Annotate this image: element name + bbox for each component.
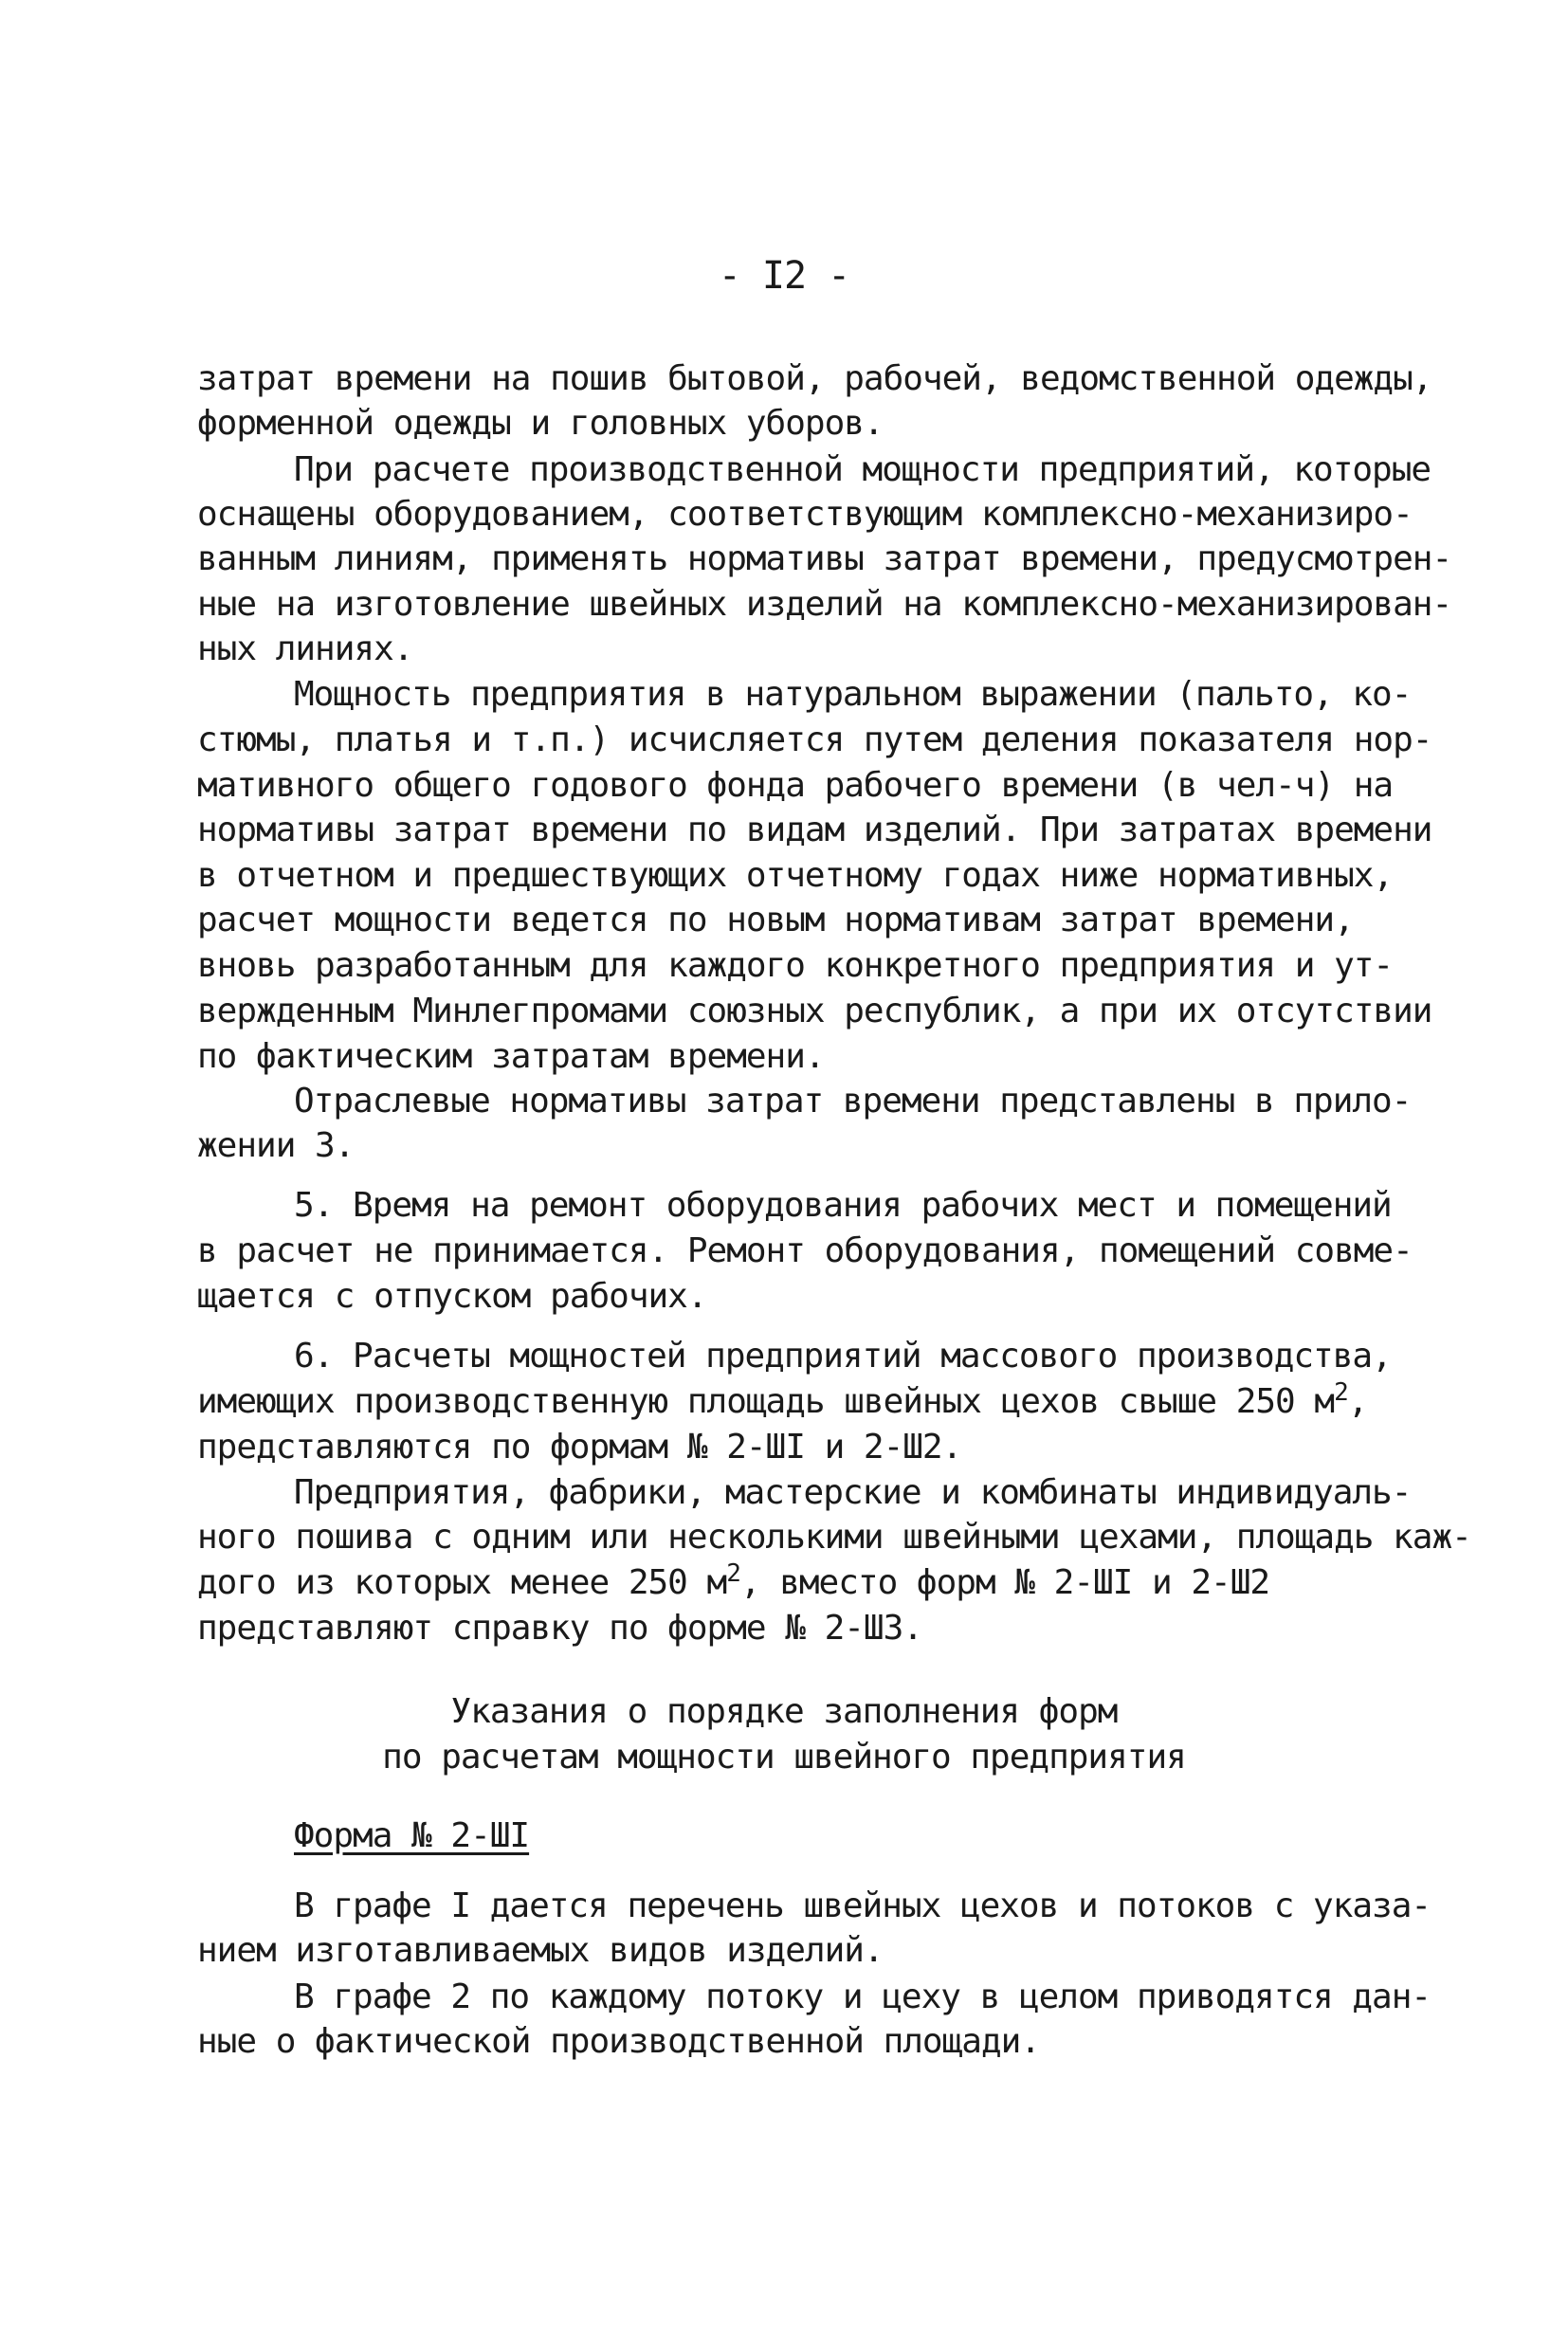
page-number: - I2 - [718,254,850,298]
text-line: Отраслевые нормативы затрат времени представлены в прило- [294,1082,1412,1121]
text-line: ные на изготовление швейных изделий на комплексно-механизирован- [197,585,1452,624]
text-line: 6. Расчеты мощностей предприятий массового производства, [294,1337,1392,1376]
text-line: 5. Время на ремонт оборудования рабочих мест и помещений [294,1186,1392,1225]
text-line: вновь разработанным для каждого конкретного предприятия и ут- [197,946,1394,985]
section-heading: по расчетам мощности швейного предприятия [382,1738,1186,1777]
text-line: жении 3. [197,1126,355,1165]
text-line: форменной одежды и головных уборов. [197,404,884,443]
superscript: 2 [726,1559,740,1588]
text-line: нием изготавливаемых видов изделий. [197,1931,884,1970]
section-heading: Указания о порядке заполнения форм [450,1692,1118,1731]
text-line: расчет мощности ведется по новым нормативам затрат времени, [197,901,1354,939]
text-run: дого из которых менее 250 м [197,1563,727,1602]
text-run: имеющих производственную площадь швейных цехов свыше 250 м [197,1382,1335,1421]
text-line: Предприятия, фабрики, мастерские и комбинаты индивидуаль- [294,1473,1412,1512]
text-line: мативного общего годового фонда рабочего времени (в чел-ч) на [197,766,1394,805]
text-line: оснащены оборудованием, соответствующим комплексно-механизиро- [197,495,1413,534]
text-run: , [1347,1382,1368,1421]
text-line: по фактическим затратам времени. [197,1037,825,1076]
text-line: В графе I дается перечень швейных цехов и потоков с указа- [294,1886,1431,1925]
superscript: 2 [1334,1378,1348,1407]
text-line: ных линиях. [197,629,413,668]
text-line: ные о фактической производственной площади. [197,2022,1040,2061]
form-heading: Форма № 2-ШI [294,1816,530,1855]
text-line: щается с отпуском рабочих. [197,1277,707,1316]
text-line [197,1379,1367,1425]
text-line: вержденным Минлегпромами союзных республик, а при их отсутствии [197,992,1432,1030]
text-line: представляют справку по форме № 2-Ш3. [197,1609,922,1648]
text-line: представляются по формам № 2-ШI и 2-Ш2. [197,1428,962,1467]
text-line: в отчетном и предшествующих отчетному годах ниже нормативных, [197,856,1394,895]
text-line: Мощность предприятия в натуральном выражении (пальто, ко- [294,675,1412,714]
text-line: затрат времени на пошив бытовой, рабочей, ведомственной одежды, [197,359,1432,398]
text-line [197,1560,1269,1606]
text-line: ванным линиям, применять нормативы затрат времени, предусмотрен- [197,539,1452,578]
text-line: нормативы затрат времени по видам изделий. При затратах времени [197,811,1432,849]
text-line: стюмы, платья и т.п.) исчисляется путем деления показателя нор- [197,720,1432,759]
text-run: , вместо форм № 2-ШI и 2-Ш2 [739,1563,1270,1602]
text-line: в расчет не принимается. Ремонт оборудования, помещений совме- [197,1231,1413,1270]
text-line: В графе 2 по каждому потоку и цеху в целом приводятся дан- [294,1977,1431,2016]
text-line: При расчете производственной мощности предприятий, которые [294,450,1431,489]
text-line: ного пошива с одним или несколькими швейными цехами, площадь каж- [197,1518,1471,1557]
